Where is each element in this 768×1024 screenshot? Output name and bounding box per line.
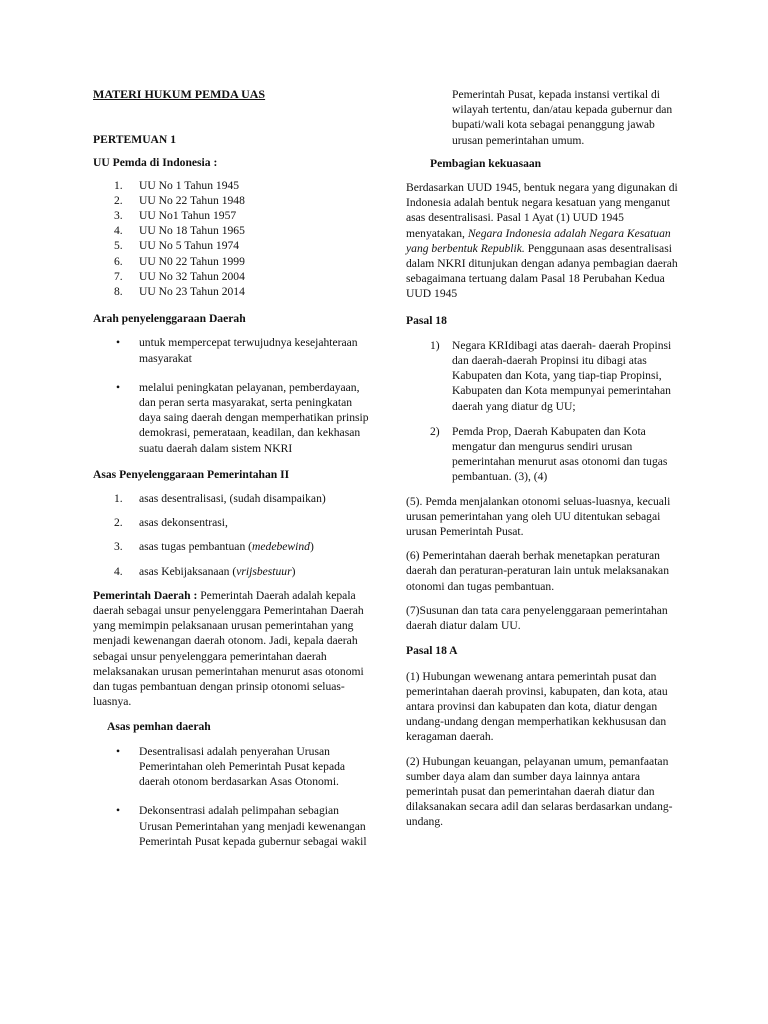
- list-item: 3. UU No1 Tahun 1957: [114, 209, 237, 223]
- list-item: 1. asas desentralisasi, (sudah disampaikan): [114, 492, 326, 506]
- pasal18a-heading: Pasal 18 A: [406, 644, 458, 658]
- list-item: • Desentralisasi adalah penyerahan Urusan Pemerintahan oleh Pemerintah Pusat kepada daerah otonom berdasarkan Asas Otonomi.: [116, 744, 346, 789]
- asas-heading: Asas Penyelenggaraan Pemerintahan II: [93, 467, 290, 481]
- para-6: (6) Pemerintahan daerah berhak menetapkan peraturan daerah dan peraturan-peraturan lain untuk melaksanakan otonomi dan tugas pembantuan.: [406, 549, 669, 593]
- list-item: 5. UU No 5 Tahun 1974: [114, 239, 240, 253]
- para-7: (7)Susunan dan tata cara penyelenggaraan pemerintahan daerah diatur dalam UU.: [406, 603, 668, 633]
- list-item: • Dekonsentrasi adalah pelimpahan sebagian Urusan Pemerintahan yang menjadi kewenangan Pemerintah Pusat kepada gubernur sebagai wakil: [116, 804, 367, 848]
- list-item: 2. asas dekonsentrasi,: [114, 516, 228, 530]
- list-item: 3. asas tugas pembantuan (medebewind): [114, 540, 314, 554]
- right-column: [406, 87, 678, 830]
- list-item: 2) Pemda Prop, Daerah Kabupaten dan Kota mengatur dan mengurus sendiri urusan pemerintahan menurut asas otonomi dan tugas pembantuan. (3), (4): [430, 424, 668, 484]
- list-item: 1. UU No 1 Tahun 1945: [114, 178, 240, 192]
- pasal18a-para-2: (2) Hubungan keuangan, pelayanan umum, pemanfaatan sumber daya alam dan sumber daya lainnya antara pemerintah pusat dan pemerintahan daerah diatur dan dilaksanakan secara adil dan selaras berdasarkan undang-undang.: [406, 754, 673, 829]
- list-item: 8. UU No 23 Tahun 2014: [114, 285, 245, 299]
- uu-list: [93, 178, 375, 300]
- bullet-icon: •: [116, 744, 121, 758]
- list-item: 6. UU N0 22 Tahun 1999: [114, 254, 245, 268]
- bullet-icon: •: [116, 380, 121, 394]
- asas-pemhan-heading: Asas pemhan daerah: [107, 719, 211, 733]
- left-column: [93, 87, 375, 849]
- pasal18a-para-1: (1) Hubungan wewenang antara pemerintah pusat dan pemerintahan daerah provinsi, kabupaten, dan kota, atau antara provinsi dan kabupaten dan kota, diatur dengan undang-undang dengan memperhatikan kekhususan dan keragaman daerah.: [406, 669, 668, 744]
- list-item: • untuk mempercepat terwujudnya kesejahteraan masyarakat: [116, 336, 358, 365]
- list-item: • melalui peningkatan pelayanan, pemberdayaan, dan peran serta masyarakat, serta peningkatan daya saing daerah dengan memperhatikan prinsip demokrasi, pemerataan, keadilan, dan kekhasan suatu daerah dalam sistem NKRI: [116, 380, 369, 455]
- bullet-icon: •: [116, 804, 121, 818]
- asas-pemhan-list: [93, 744, 375, 849]
- list-item: 4. asas Kebijaksanaan (vrijsbestuur): [114, 564, 296, 578]
- pasal18-heading: Pasal 18: [406, 313, 447, 327]
- continuation-paragraph: Pemerintah Pusat, kepada instansi vertikal di wilayah tertentu, dan/atau kepada gubernur dan bupati/wali kota sebagai penanggung jawab urusan pemerintahan umum.: [452, 88, 673, 147]
- document-title: MATERI HUKUM PEMDA UAS: [93, 87, 266, 101]
- pemda-paragraph: Pemerintah Daerah : Pemerintah Daerah adalah kepala daerah sebagai unsur penyelenggara Pemerintahan Daerah yang memimpin pelaksanaan urusan pemerintahan yang menjadi kewenangan daerah otonom. Jadi, kepala daerah sebagai unsur penyelenggara pemerintahan daerah melaksanakan urusan pemerintahan menurut asas otonomi dan tugas pembantuan dengan prinsip otonomi seluas-luasnya.: [93, 588, 364, 709]
- list-item: 7. UU No 32 Tahun 2004: [114, 269, 245, 283]
- list-item: 4. UU No 18 Tahun 1965: [114, 224, 245, 238]
- pembagian-heading: Pembagian kekuasaan: [430, 156, 542, 170]
- arah-heading: Arah penyelenggaraan Daerah: [93, 312, 246, 326]
- para-5: (5). Pemda menjalankan otonomi seluas-luasnya, kecuali urusan pemerintahan yang oleh UU ditentukan sebagai urusan Pemerintah Pusat.: [406, 494, 671, 539]
- arah-list: [93, 335, 375, 455]
- meeting-heading: PERTEMUAN 1: [93, 133, 177, 147]
- asas-list: [93, 491, 375, 579]
- list-item: 2. UU No 22 Tahun 1948: [114, 193, 245, 207]
- list-item: 1) Negara KRIdibagi atas daerah- daerah Propinsi dan daerah-daerah Propinsi itu dibagi atas Kabupaten dan Kota, yang tiap-tiap Propinsi, Kabupaten dan Kota mempunyai pemerintahan daerah yang diatur dg UU;: [430, 338, 672, 413]
- uu-heading: UU Pemda di Indonesia :: [93, 156, 218, 170]
- bullet-icon: •: [116, 336, 121, 350]
- pembagian-paragraph: Berdasarkan UUD 1945, bentuk negara yang digunakan di Indonesia adalah bentuk negara kesatuan yang menganut asas desentralisasi. Pasal 1 Ayat (1) UUD 1945 menyatakan, Negara Indonesia adalah Negara Kesatuan yang berbentuk Republik. Penggunaan asas desentralisasi dalam NKRI ditunjukan dengan adanya pembagian daerah sebagaimana tertuang dalam Pasal 18 Perubahan Kedua UUD 1945: [406, 181, 678, 301]
